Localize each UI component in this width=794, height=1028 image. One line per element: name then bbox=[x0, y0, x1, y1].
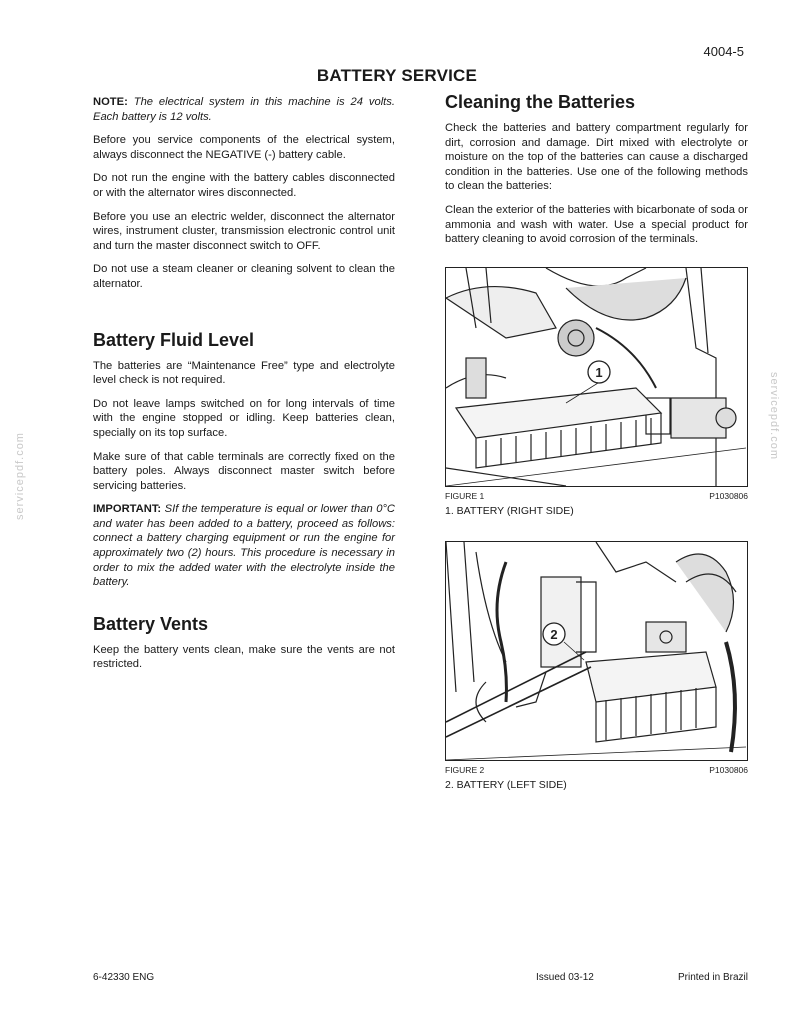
footer-doc-number: 6-42330 ENG bbox=[93, 972, 155, 983]
important-label: IMPORTANT: bbox=[93, 503, 162, 516]
watermark-left: servicepdf.com bbox=[14, 432, 26, 520]
paragraph-steam: Do not use a steam cleaner or cleaning solvent to clean the alternator. bbox=[93, 263, 395, 290]
figure-2-battery-left-side bbox=[445, 541, 748, 761]
figure-2-code: P1030806 bbox=[709, 764, 748, 775]
note-text: The electrical system in this machine is 24 volts. Each battery is 12 volts. bbox=[93, 96, 395, 123]
paragraph-maintenance-free: The batteries are “Maintenance Free” type and electrolyte level check is not required. bbox=[93, 359, 395, 387]
figure-2-illustration bbox=[446, 542, 747, 760]
note-label: NOTE: bbox=[93, 96, 128, 108]
figure-1-caption bbox=[445, 491, 748, 501]
paragraph-engine: Do not run the engine with the battery cables disconnected or with the alternator wires disconnected. bbox=[93, 172, 395, 199]
figure-1-code: P1030806 bbox=[709, 490, 748, 501]
heading-battery-fluid-level: Battery Fluid Level bbox=[93, 329, 255, 350]
important-text: SIf the temperature is equal or lower than 0°C and water has been added to a battery, proceed as follows: connect a battery charging equipment or run the engine for approximately two (2) hours. This procedure is necessary in order to mix the added water with the electrolyte inside the battery. bbox=[93, 503, 395, 589]
page-number: 4004-5 bbox=[703, 44, 744, 59]
figure-2-callout-number: 2 bbox=[550, 626, 558, 642]
footer-issued: Issued 03-12 bbox=[536, 972, 594, 983]
figure-1-legend: 1. BATTERY (RIGHT SIDE) bbox=[445, 504, 574, 517]
note-paragraph bbox=[93, 95, 395, 124]
paragraph-lamps: Do not leave lamps switched on for long intervals of time with the engine stopped or idling. Keep batteries clean, specially on its top surface. bbox=[93, 397, 395, 439]
watermark-right: servicepdf.com bbox=[768, 372, 780, 460]
figure-2-caption bbox=[445, 765, 748, 775]
heading-cleaning-batteries: Cleaning the Batteries bbox=[445, 92, 636, 112]
important-paragraph bbox=[93, 502, 395, 590]
paragraph-clean-exterior: Clean the exterior of the batteries with bicarbonate of soda or ammonia and wash with water. Use a special product for battery cleaning to avoid corrosion of the terminals. bbox=[445, 203, 748, 246]
paragraph-disconnect: Before you service components of the electrical system, always disconnect the NEGATIVE (-) battery cable. bbox=[93, 134, 395, 161]
paragraph-vents: Keep the battery vents clean, make sure the vents are not restricted. bbox=[93, 643, 395, 671]
figure-1-label: FIGURE 1 bbox=[445, 490, 485, 501]
figure-1-callout-number: 1 bbox=[595, 364, 603, 380]
paragraph-check-batteries: Check the batteries and battery compartment regularly for dirt, corrosion and damage. Dirt mixed with electrolyte or moisture on the top of the batteries can cause a discharged condition in the batteries. Use one of the following methods to clean the batteries: bbox=[445, 122, 748, 193]
figure-1-illustration bbox=[446, 268, 747, 486]
figure-1-battery-right-side bbox=[445, 267, 748, 487]
footer-printed: Printed in Brazil bbox=[677, 972, 748, 983]
figure-2-label: FIGURE 2 bbox=[445, 764, 485, 775]
left-column bbox=[93, 95, 395, 681]
right-column bbox=[445, 92, 748, 791]
paragraph-welder: Before you use an electric welder, disconnect the alternator wires, instrument cluster, transmission electronic control unit and turn the master disconnect switch to OFF. bbox=[93, 210, 395, 252]
figure-2-legend: 2. BATTERY (LEFT SIDE) bbox=[445, 778, 567, 791]
heading-battery-vents: Battery Vents bbox=[93, 613, 209, 634]
paragraph-terminals: Make sure of that cable terminals are correctly fixed on the battery poles. Always disconnect master switch before servicing batteries. bbox=[93, 450, 395, 492]
page-title: BATTERY SERVICE bbox=[316, 66, 478, 85]
